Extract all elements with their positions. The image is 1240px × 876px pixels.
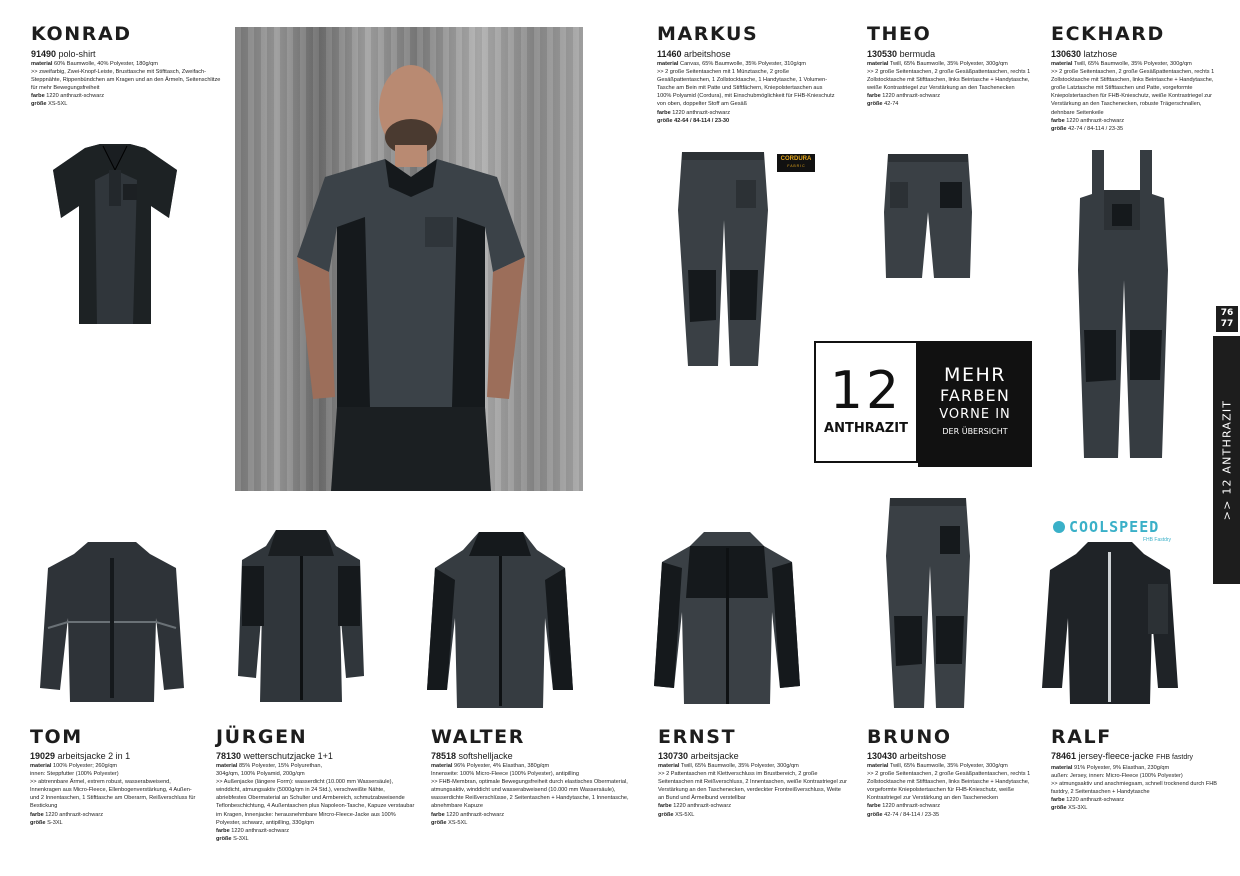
product-tom: TOM 19029 arbeitsjacke 2 in 1 material 100% Polyester; 260g/qm innen: Steppfutter (100% Polyester) >> abtrennbare Ärmel, extrem robust, wasserabweisend, Innenkragen aus Micro-Fleece, Ellenbogenverstärkung, 4 Außen- und 2 Innentaschen, 1 Stifttasche am Oberarm, Reißverschluss für Bestickung farbe 1220 anthrazit-schwarz größe S-3XL [30, 727, 200, 827]
badge-message-box: MEHR FARBEN VORNE IN DER ÜBERSICHT [918, 341, 1032, 467]
coolspeed-icon [1053, 521, 1065, 533]
cordura-logo: CORDURA F A B R I C [777, 154, 815, 172]
bermuda-shorts-image [882, 152, 974, 282]
size-text: XS-5XL [448, 819, 468, 826]
badge-label: ANTHRAZIT [824, 421, 908, 436]
size-text: 42-64 / 84-114 / 23-30 [674, 117, 730, 124]
material-text: 91% Polyester, 9% Elasthan, 230g/qm [1074, 765, 1170, 771]
article-number: 78130 [216, 751, 242, 761]
size-text: 42-74 / 84-114 / 23-35 [884, 811, 940, 818]
product-name: MARKUS [657, 23, 759, 45]
features-text: >> 2 große Seitentaschen, 2 große Gesäßpattentaschen, rechts 1 Zollstocktasche mit Stifttaschen, links Beintasche + Handytasche, große Latztasche mit Stifttaschen und Patte, vorgeformte Kniepolstertaschen für FHB-Knieschutz, weiße Kontrastriegel zur Verstärkung an den Taschenecken, robuste Trägerschnallen, dehnbare Seitenkeile [1051, 69, 1215, 116]
product-ralf: RALF 78461 jersey-fleece-jacke FHB fastdry material 91% Polyester, 9% Elasthan, 230g/qm außen: Jersey, innen: Micro-Fleece (100% Polyester) >> atmungsaktiv und anschmiegsam, schnell trocknend durch FHB fastdry, 2 Seitentaschen + Handytasche farbe 1220 anthrazit-schwarz größe XS-3XL [1051, 727, 1221, 813]
size-text: 42-74 / 84-114 / 23-35 [1068, 125, 1124, 132]
work-pants-image [672, 150, 772, 370]
material-text: 60% Baumwolle, 40% Polyester, 180g/qm [54, 61, 158, 67]
model-figure [235, 27, 583, 491]
size-text: 42-74 [884, 101, 899, 108]
size-text: XS-5XL [675, 811, 695, 818]
product-bruno: BRUNO 130430 arbeitshose material Twill, 65% Baumwolle, 35% Polyester, 300g/qm >> 2 große Seitentaschen, 2 große Gesäßpattentaschen, rechts 1 Zollstocktasche mit Stifttaschen, links Beintasche + Handytasche, vorgeformte Kniepolstertaschen für FHB-Knieschutz, weiße Kontrastriegel zur Verstärkung an den Taschenecken farbe 1220 anthrazit-schwarz größe 42-74 / 84-114 / 23-35 [867, 727, 1042, 819]
size-text: S-3XL [47, 819, 63, 826]
article-number: 130530 [867, 49, 898, 59]
product-name: KONRAD [31, 23, 132, 45]
tom-jacket-image [38, 538, 186, 706]
color-text: 1220 anthrazit-schwarz [1066, 797, 1125, 804]
article-number: 130430 [867, 751, 898, 761]
product-konrad: KONRAD 91490 polo-shirt material 60% Baumwolle, 40% Polyester, 180g/qm >> zweifarbig, Zwei-Knopf-Leiste, Brusttasche mit Stifttasch, Zweifach-Steppnähte, Rippenbündchen am Kragen und an den Ärmeln, Seitenschlitze für mehr Bewegungsfreiheit farbe 1220 anthrazit-schwarz größe XS-5XL [31, 24, 226, 109]
section-tab [1213, 336, 1240, 584]
page-number-right: 77 [1220, 319, 1234, 329]
material-text: 96% Polyester, 4% Elasthan, 380g/qm [454, 763, 550, 769]
product-name: RALF [1051, 726, 1112, 748]
article-number: 78461 [1051, 751, 1077, 761]
color-text: 1220 anthrazit-schwarz [882, 93, 941, 100]
color-text: 1220 anthrazit-schwarz [672, 109, 731, 116]
size-text: XS-3XL [1068, 805, 1088, 812]
bruno-pants-image [880, 496, 976, 712]
section-tab-label: >> 12 ANTHRAZIT [1220, 399, 1233, 521]
material-text: 85% Polyester, 15% Polyurethan, [239, 763, 323, 769]
article-number: 130730 [658, 751, 689, 761]
size-text: S-3XL [233, 835, 249, 842]
features-text: >> 2 große Seitentaschen, 2 große Gesäßpattentaschen, rechts 1 Zollstocktasche mit Stifttaschen, links Beintasche + Handytasche, weiße Kontrastriegel zur Verstärkung an den Taschenecken [867, 69, 1031, 92]
product-type: arbeitsjacke [690, 751, 739, 761]
color-text: 1220 anthrazit-schwarz [446, 811, 505, 818]
product-name: TOM [30, 726, 83, 748]
article-number: 130630 [1051, 49, 1082, 59]
product-walter: WALTER 78518 softshelljacke material 96% Polyester, 4% Elasthan, 380g/qm Innenseite: 100% Micro-Fleece (100% Polyester), antipilling >> FHB-Membran, optimale Bewegungsfreiheit durch elastisches Obermaterial, atmungsaktiv, winddicht und wasserabweisend (10.000 mm Wassersäule), wasserdichte Reißverschlüsse, 2 Seitentaschen + Handytasche, 1 Innentasche, abnehmbare Kapuze farbe 1220 anthrazit-schwarz größe XS-5XL [431, 727, 631, 827]
juergen-jacket-image [236, 526, 366, 706]
color-text: 1220 anthrazit-schwarz [45, 811, 104, 818]
material-text: Twill, 65% Baumwolle, 35% Polyester, 300g/qm [889, 763, 1008, 769]
article-number: 78518 [431, 751, 457, 761]
color-text: 1220 anthrazit-schwarz [46, 93, 105, 100]
product-type: bermuda [899, 49, 936, 59]
features-text: >> 2 Pattentaschen mit Klettverschluss im Brustbereich, 2 große Seitentaschen mit Reißverschluss, 2 Innentaschen, weiße Kontrastriegel zur Verstärkung an den Taschenecken, verdeckter Frontreißverschluss, Weite an Bund und Ärmelbund verstellbar [658, 771, 848, 802]
material-text: Twill, 65% Baumwolle, 35% Polyester, 300g/qm [889, 61, 1008, 67]
features-text: >> 2 große Seitentaschen, 2 große Gesäßpattentaschen, rechts 1 Zollstocktasche mit Stifttaschen, links Beintasche + Handytasche, vorgeformte Kniepolstertaschen für FHB-Knieschutz, weiße Kontrastriegel zur Verstärkung an den Taschenecken [867, 771, 1031, 802]
product-type: arbeitshose [899, 751, 947, 761]
material-text: 100% Polyester; 260g/qm [53, 763, 118, 769]
ralf-jacket-image [1040, 538, 1180, 708]
features-text: >> FHB-Membran, optimale Bewegungsfreiheit durch elastisches Obermaterial, atmungsaktiv, winddicht und wasserabweisend (10.000 mm Wassersäule), wasserdichte Reißverschlüsse, 2 Seitentaschen + Handytasche, 1 Innentasche, abnehmbare Kapuze [431, 779, 629, 810]
extra-text: Innenseite: 100% Micro-Fleece (100% Polyester), antipilling [431, 771, 579, 778]
product-type-suffix: FHB fastdry [1156, 754, 1194, 761]
material-text: Twill, 65% Baumwolle, 35% Polyester, 300g/qm [680, 763, 799, 769]
article-number: 11460 [657, 49, 682, 59]
color-text: 1220 anthrazit-schwarz [1066, 117, 1125, 124]
product-ernst: ERNST 130730 arbeitsjacke material Twill, 65% Baumwolle, 35% Polyester, 300g/qm >> 2 Pattentaschen mit Klettverschluss im Brustbereich, 2 große Seitentaschen mit Reißverschluss, 2 Innentaschen, weiße Kontrastriegel zur Verstärkung an den Taschenecken, verdeckter Frontreißverschluss, Weite an Bund und Ärmelbund verstellbar farbe 1220 anthrazit-schwarz größe XS-5XL [658, 726, 848, 818]
extra-text: außen: Jersey, innen: Micro-Fleece (100% Polyester) [1051, 773, 1183, 780]
color-text: 1220 anthrazit-schwarz [231, 827, 290, 834]
size-text: XS-5XL [48, 101, 68, 108]
product-name: JÜRGEN [216, 726, 308, 748]
product-juergen: JÜRGEN 78130 wetterschutzjacke 1+1 material 85% Polyester, 15% Polyurethan, 304g/qm, 100% Polyamid, 200g/qm >> Außenjacke (längere Form): wasserdicht (10.000 mm Wassersäule), winddicht, atmungsaktiv (5000g/qm in 24 Std.), verschweißte Nähte, abriebfestes Obermaterial an Schulter und Armbereich, schmutzabweisende Teflonbeschichtung, 4 Außentaschen plus Napoleon-Tasche, Kapuze verstaubar im Kragen, Innenjacke: herausnehmbare Mircro-Fleece-Jacke aus 100% Polyester, schwarz, antipilling, 330g/qm farbe 1220 anthrazit-schwarz größe S-3XL [216, 726, 415, 842]
ernst-jacket-image [652, 528, 802, 708]
features-text: >> Außenjacke (längere Form): wasserdicht (10.000 mm Wassersäule), winddicht, atmungsaktiv (5000g/qm in 24 Std.), verschweißte Nähte, abriebfestes Obermaterial an Schulter und Armbereich, schmutzabweisende Teflonbeschichtung, 4 Außentaschen plus Napoleon-Tasche, Kapuze verstaubar im Kragen, Innenjacke: herausnehmbare Mircro-Fleece-Jacke aus 100% Polyester, schwarz, antipilling, 330g/qm [216, 779, 415, 826]
article-number: 91490 [31, 49, 57, 59]
product-type: latzhose [1083, 49, 1118, 59]
model-photo [235, 27, 583, 491]
badge-count-box [814, 341, 918, 463]
product-type: softshelljacke [458, 751, 513, 761]
product-eckhard: ECKHARD 130630 latzhose material Twill, 65% Baumwolle, 35% Polyester, 300g/qm >> 2 große Seitentaschen, 2 große Gesäßpattentaschen, rechts 1 Zollstocktasche mit Stifttaschen, links Beintasche + Handytasche, große Latztasche mit Stifttaschen und Patte, vorgeformte Kniepolstertaschen für FHB-Knieschutz, weiße Kontrastriegel zur Verstärkung an den Taschenecken, robuste Trägerschnallen, dehnbare Seitenkeile farbe 1220 anthrazit-schwarz größe 42-74 / 84-114 / 23-35 [1051, 24, 1221, 133]
product-name: WALTER [431, 726, 525, 748]
polo-shirt-image [45, 140, 185, 330]
product-type: jersey-fleece-jacke [1078, 751, 1154, 761]
features-text: >> zweifarbig, Zwei-Knopf-Leiste, Brusttasche mit Stifttasch, Zweifach-Steppnähte, Rippenbündchen am Kragen und an den Ärmeln, Seitenschlitze für mehr Bewegungsfreiheit [31, 69, 221, 92]
extra-text: 304g/qm, 100% Polyamid, 200g/qm [216, 771, 305, 778]
material-text: Canvas, 65% Baumwolle, 35% Polyester, 310g/qm [680, 61, 806, 67]
product-name: THEO [867, 23, 932, 45]
color-badge [814, 341, 1032, 467]
features-text: >> abtrennbare Ärmel, extrem robust, wasserabweisend, Innenkragen aus Micro-Fleece, Ellenbogenverstärkung, 4 Außen- und 2 Innentaschen, 1 Stifttasche am Oberarm, Reißverschluss für Bestickung [30, 779, 196, 810]
article-number: 19029 [30, 751, 56, 761]
product-type: arbeitshose [684, 49, 731, 59]
product-type: wetterschutzjacke 1+1 [243, 751, 333, 761]
badge-number: 12 [829, 361, 903, 421]
page-numbers [1216, 306, 1238, 332]
color-text: 1220 anthrazit-schwarz [882, 803, 941, 810]
walter-jacket-image [425, 530, 575, 710]
features-text: >> atmungsaktiv und anschmiegsam, schnell trocknend durch FHB fastdry, 2 Seitentaschen + Handytasche [1051, 781, 1218, 796]
color-text: 1220 anthrazit-schwarz [673, 803, 732, 810]
product-name: ERNST [658, 726, 737, 748]
material-text: Twill, 65% Baumwolle, 35% Polyester, 300g/qm [1073, 61, 1192, 67]
product-type: polo-shirt [58, 49, 96, 59]
product-name: ECKHARD [1051, 23, 1165, 45]
product-markus: MARKUS 11460 arbeitshose material Canvas, 65% Baumwolle, 35% Polyester, 310g/qm >> 2 große Seitentaschen mit 1 Münztasche, 2 große Gesäßpattentaschen, 1 Zollstocktasche, 1 Handytasche, 1 Volumen-Tasche am Bein mit Patte und Stiftfächern, Kniepolstertaschen aus 100% Polyamid (Cordura), mit Einschubmöglichkeit für FHB-Knieschutz von oben, doppelter Stoff am Gesäß farbe 1220 anthrazit-schwarz größe 42-64 / 84-114 / 23-30 [657, 24, 837, 125]
bib-overall-image [1068, 150, 1176, 462]
features-text: >> 2 große Seitentaschen mit 1 Münztasche, 2 große Gesäßpattentaschen, 1 Zollstocktasche, 1 Handytasche, 1 Volumen-Tasche am Bein mit Patte und Stiftfächern, Kniepolstertaschen aus 100% Polyamid (Cordura), mit Einschubmöglichkeit für FHB-Knieschutz von oben, doppelter Stoff am Gesäß [657, 69, 835, 108]
product-type: arbeitsjacke 2 in 1 [57, 751, 131, 761]
page-number-left: 76 [1220, 308, 1234, 318]
coolspeed-logo: COOLSPEED FHB Fastdry [1053, 519, 1179, 549]
extra-text: innen: Steppfutter (100% Polyester) [30, 771, 119, 778]
product-theo: THEO 130530 bermuda material Twill, 65% Baumwolle, 35% Polyester, 300g/qm >> 2 große Seitentaschen, 2 große Gesäßpattentaschen, rechts 1 Zollstocktasche mit Stifttaschen, links Beintasche + Handytasche, weiße Kontrastriegel zur Verstärkung an den Taschenecken farbe 1220 anthrazit-schwarz größe 42-74 [867, 24, 1039, 109]
product-name: BRUNO [867, 726, 952, 748]
